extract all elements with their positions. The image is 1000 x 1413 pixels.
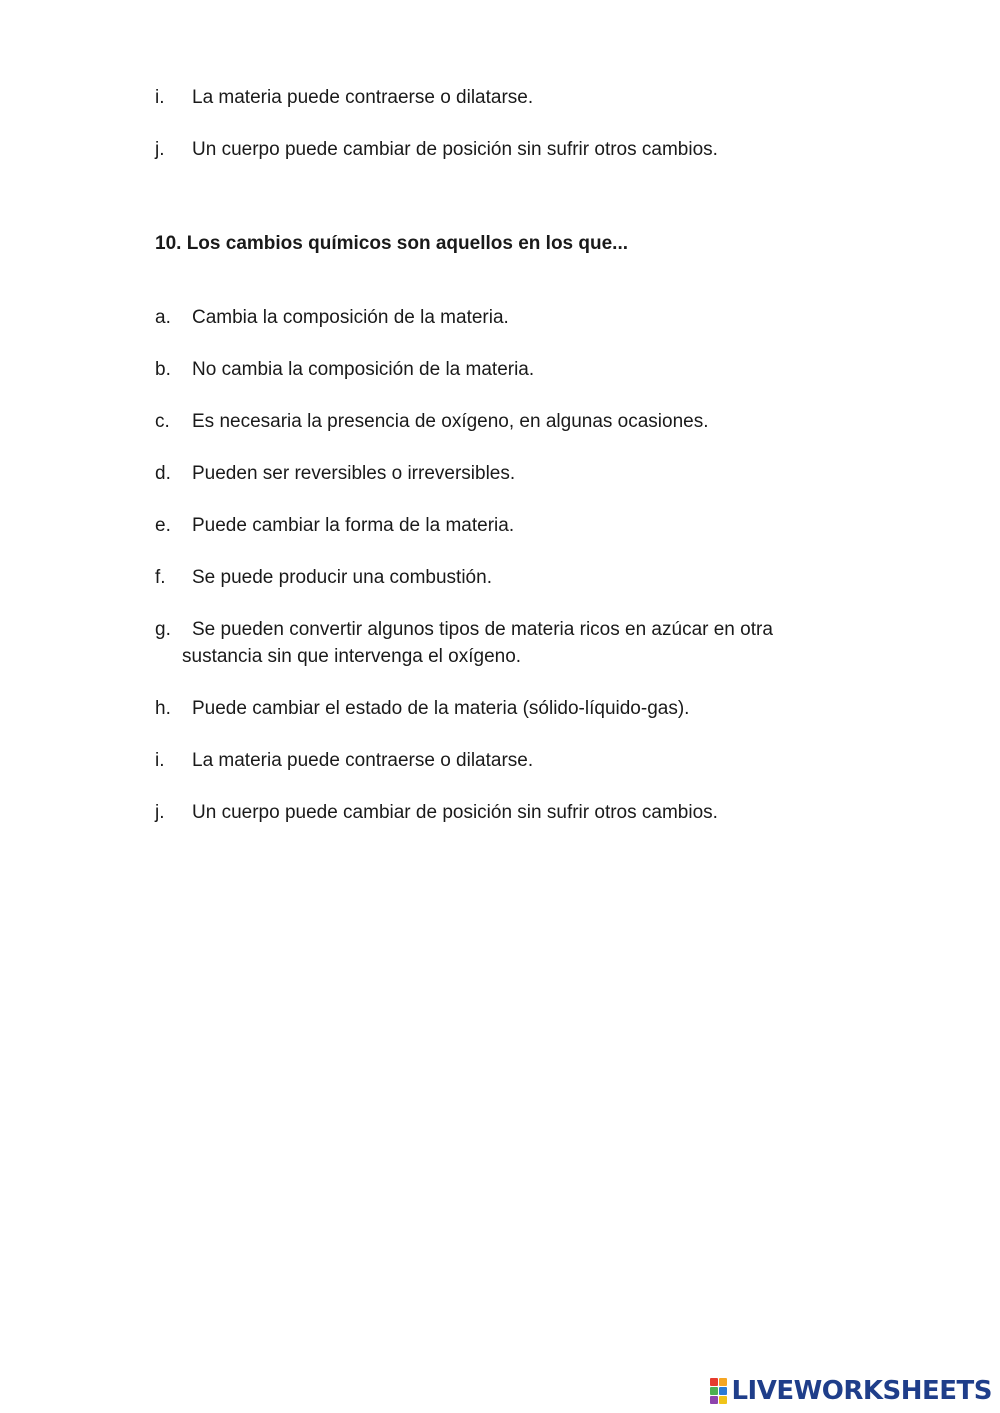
- option-text: Puede cambiar la forma de la materia.: [192, 515, 515, 536]
- logo-square: [710, 1378, 718, 1386]
- option-letter: c.: [155, 411, 170, 432]
- option-text-continued: sustancia sin que intervenga el oxígeno.: [182, 646, 522, 667]
- logo-square: [710, 1396, 718, 1404]
- item-letter: j.: [155, 139, 165, 160]
- option-letter: f.: [155, 567, 166, 588]
- option-text: Es necesaria la presencia de oxígeno, en algunas ocasiones.: [192, 411, 709, 432]
- option-letter: e.: [155, 515, 171, 536]
- option-letter: j.: [155, 802, 165, 823]
- option-e[interactable]: [155, 512, 514, 539]
- option-letter: d.: [155, 463, 171, 484]
- item-text: Un cuerpo puede cambiar de posición sin sufrir otros cambios.: [192, 139, 718, 160]
- option-text: Pueden ser reversibles o irreversibles.: [192, 463, 516, 484]
- option-letter: i.: [155, 750, 165, 771]
- option-d[interactable]: [155, 460, 515, 487]
- logo-square: [719, 1378, 727, 1386]
- logo-square: [719, 1387, 727, 1395]
- top-item-i: [155, 84, 533, 111]
- option-letter: h.: [155, 698, 171, 719]
- option-g[interactable]: [155, 616, 773, 670]
- option-text: Se pueden convertir algunos tipos de materia ricos en azúcar en otra: [192, 619, 773, 640]
- top-item-j: [155, 136, 718, 163]
- question-title: 10. Los cambios químicos son aquellos en los que...: [155, 233, 629, 254]
- option-text: No cambia la composición de la materia.: [192, 359, 535, 380]
- option-c[interactable]: [155, 408, 709, 435]
- option-i[interactable]: [155, 747, 533, 774]
- option-a[interactable]: [155, 304, 509, 331]
- liveworksheets-logo: [710, 1373, 992, 1409]
- liveworksheets-logo-icon: [710, 1378, 727, 1404]
- option-letter: g.: [155, 619, 171, 640]
- option-f[interactable]: [155, 564, 492, 591]
- item-text: La materia puede contraerse o dilatarse.: [192, 87, 534, 108]
- option-b[interactable]: [155, 356, 534, 383]
- option-text: Un cuerpo puede cambiar de posición sin sufrir otros cambios.: [192, 802, 718, 823]
- logo-text: LIVEWORKSHEETS: [731, 1376, 992, 1406]
- item-letter: i.: [155, 87, 165, 108]
- option-text: Puede cambiar el estado de la materia (sólido-líquido-gas).: [192, 698, 690, 719]
- option-letter: a.: [155, 307, 171, 328]
- option-letter: b.: [155, 359, 171, 380]
- logo-square: [719, 1396, 727, 1404]
- option-text: Se puede producir una combustión.: [192, 567, 492, 588]
- option-h[interactable]: [155, 695, 689, 722]
- option-text: Cambia la composición de la materia.: [192, 307, 509, 328]
- option-text: La materia puede contraerse o dilatarse.: [192, 750, 534, 771]
- logo-square: [710, 1387, 718, 1395]
- option-j[interactable]: [155, 799, 718, 826]
